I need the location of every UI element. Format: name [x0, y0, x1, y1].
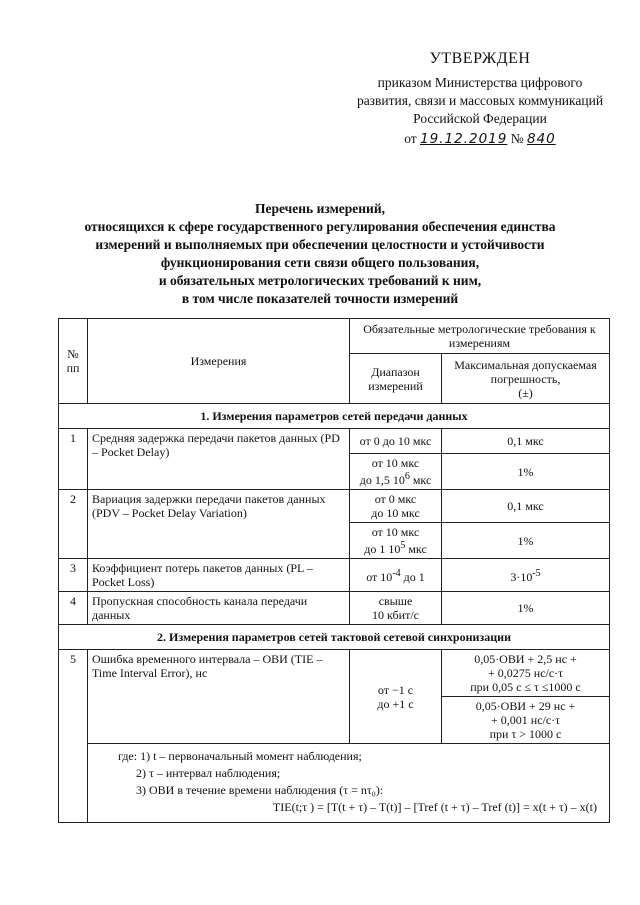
section-2-title: 2. Измерения параметров сетей тактовой сетевой синхронизации [59, 625, 610, 650]
approval-block [330, 50, 630, 148]
row-1-range-b-from: от 10 мкс [371, 456, 420, 470]
title-line-4: функционирования сети связи общего пользования, [160, 255, 480, 270]
row-4-num: 4 [59, 592, 88, 625]
approval-line-1: приказом Министерства цифрового [377, 75, 583, 90]
approval-heading: УТВЕРЖДЕН [429, 50, 531, 67]
header-error [442, 354, 610, 404]
approval-date-line [330, 130, 630, 148]
row-5-range [350, 650, 442, 744]
number-prefix: № [510, 131, 524, 146]
row-1-error-b: 1% [442, 454, 610, 490]
row-3-num: 3 [59, 559, 88, 592]
row-2-range-b-from: от 10 мкс [371, 525, 420, 539]
table-row [59, 592, 610, 625]
row-1-error-a: 0,1 мкс [442, 429, 610, 454]
row-4-range-value: 10 кбит/с [372, 608, 419, 622]
title-line-1: Перечень измерений, [255, 201, 385, 216]
row-5-range-to: до +1 с [377, 696, 414, 711]
row-3-error-exp: -5 [532, 567, 541, 579]
header-measurements: Измерения [88, 319, 350, 404]
row-5-error-a-line3: при 0,05 с ≤ τ ≤1000 с [470, 680, 581, 694]
row-1-range-b-exp: 6 [404, 471, 410, 482]
row-1-num: 1 [59, 429, 88, 490]
table-row [59, 650, 610, 697]
table-row [59, 429, 610, 454]
row-2-num: 2 [59, 490, 88, 559]
table-row [59, 744, 610, 823]
header-requirements: Обязательные метрологические требования к измерениям [350, 319, 610, 354]
row-5-num: 5 [59, 650, 88, 823]
title-line-5: и обязательных метрологических требований к ним, [158, 273, 482, 288]
row-2-range-b-to [354, 539, 437, 556]
row-4-name: Пропускная способность канала передачи данных [88, 592, 350, 625]
row-1-range-b-unit: мкс [409, 473, 432, 487]
document-title [40, 200, 600, 308]
note-3: 3) ОВИ в течение времени наблюдения (τ = nτ₀): [136, 783, 384, 797]
row-5-notes [88, 744, 610, 823]
row-5-error-b-line2: + 0,001 нс/с·τ [491, 713, 560, 727]
row-3-error [442, 559, 610, 592]
date-value: 19.12.2019 [420, 131, 508, 147]
row-2-range-b [350, 523, 442, 559]
date-prefix: от [404, 131, 417, 146]
row-2-range-a-to: до 10 мкс [371, 506, 420, 520]
section-1-title: 1. Измерения параметров сетей передачи данных [59, 404, 610, 429]
row-5-error-b-line1: 0,05·ОВИ + 29 нс + [475, 699, 576, 713]
row-4-range [350, 592, 442, 625]
row-5-error-a-line1: 0,05·ОВИ + 2,5 нс + [474, 652, 577, 666]
row-2-name: Вариация задержки передачи пакетов данных (PDV – Pocket Delay Variation) [88, 490, 350, 559]
row-2-range-b-unit: мкс [405, 542, 427, 556]
note-1: где: 1) t – первоначальный момент наблюдения; [118, 749, 362, 763]
table-row [59, 559, 610, 592]
row-5-range-from: от −1 с [377, 682, 414, 697]
row-3-range [350, 559, 442, 592]
header-error-label: Максимальная допускаемая погрешность, [454, 357, 597, 386]
approval-line-2: развития, связи и массовых коммуникаций [356, 93, 604, 108]
row-2-error-a: 0,1 мкс [442, 490, 610, 523]
title-line-6: в том числе показателей точности измерений [181, 291, 459, 306]
title-line-2: относящихся к сфере государственного регулирования обеспечения единства [84, 219, 556, 234]
row-3-range-exp: -4 [392, 567, 401, 579]
row-1-range-b-to [354, 470, 437, 487]
row-5-error-b-line3: при τ > 1000 с [489, 727, 562, 741]
row-1-range-b [350, 454, 442, 490]
row-1-name: Средняя задержка передачи пакетов данных (PD – Pocket Delay) [88, 429, 350, 490]
row-3-range-pre: от 10 [366, 569, 393, 584]
row-2-error-b: 1% [442, 523, 610, 559]
row-5-error-b [442, 697, 610, 744]
row-2-range-b-exp: 5 [400, 540, 406, 551]
header-num: № пп [59, 319, 88, 404]
row-4-range-from: свыше [378, 594, 413, 608]
section-row [59, 625, 610, 650]
row-3-range-post: до 1 [400, 569, 425, 584]
row-4-error: 1% [442, 592, 610, 625]
header-range: Диапазон измерений [350, 354, 442, 404]
row-5-name: Ошибка временного интервала – ОВИ (TIE – Time Interval Error), нс [88, 650, 350, 744]
title-line-3: измерений и выполняемых при обеспечении целостности и устойчивости [95, 237, 545, 252]
table-row [59, 490, 610, 523]
row-5-error-a-line2: + 0,0275 нс/с·τ [488, 666, 563, 680]
note-2: 2) τ – интервал наблюдения; [136, 766, 281, 780]
row-5-error-a [442, 650, 610, 697]
measurements-table [58, 318, 610, 823]
row-2-range-b-to-base: до 1 10 [364, 542, 401, 556]
row-3-name: Коэффициент потерь пакетов данных (PL – Pocket Loss) [88, 559, 350, 592]
approval-line-3: Российской Федерации [413, 111, 547, 126]
table-header-row [59, 319, 610, 354]
number-value: 840 [527, 131, 556, 147]
row-1-range-b-to-base: до 1,5 10 [359, 473, 405, 487]
row-2-range-a [350, 490, 442, 523]
row-2-range-a-from: от 0 мкс [374, 492, 417, 506]
row-1-range-a: от 0 до 10 мкс [350, 429, 442, 454]
section-row [59, 404, 610, 429]
header-error-sign: (±) [518, 385, 533, 400]
tie-formula: TIE(t;τ ) = [T(t + τ) – T(t)] – [Tref (t + τ) – Tref (t)] = x(t + τ) – x(t) [272, 800, 597, 814]
row-3-error-base: 3·10 [510, 569, 533, 584]
